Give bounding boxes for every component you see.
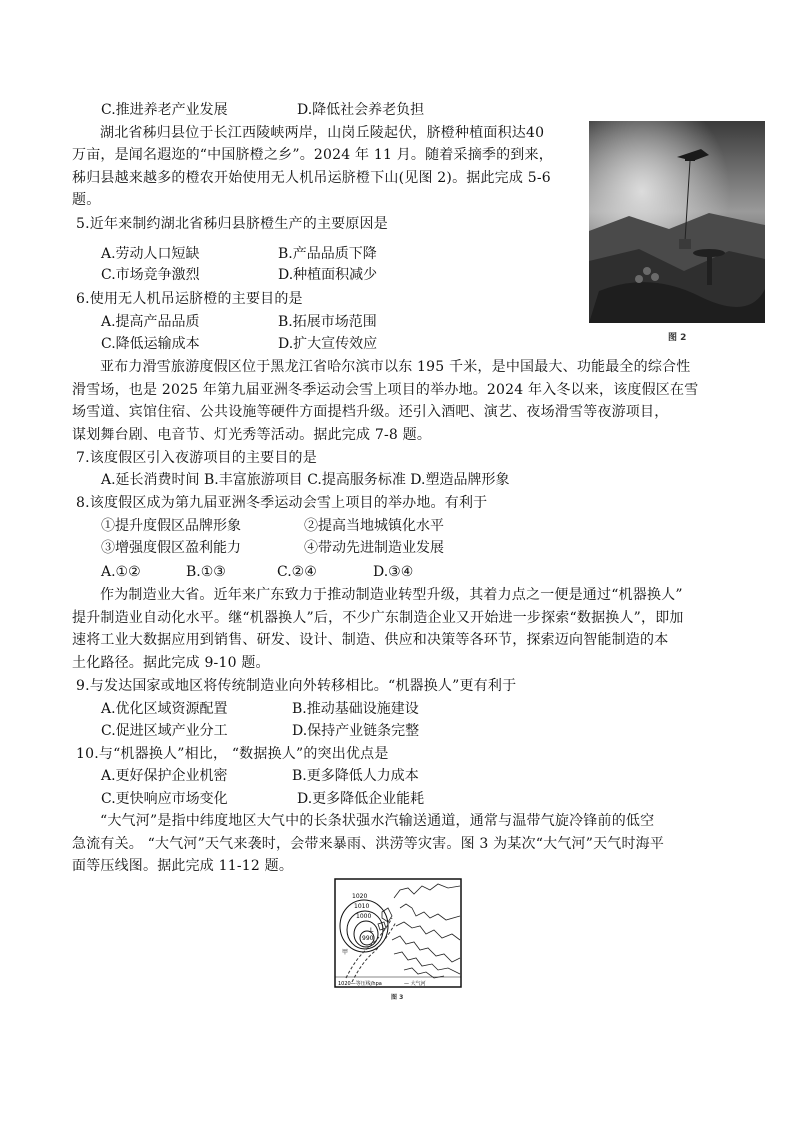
q4-option-d: D.降低社会养老负担: [297, 102, 425, 118]
q8-statement-2: ②提高当地城镇化水平: [304, 518, 444, 534]
drone-photo-illustration: [589, 121, 765, 323]
q9-stem: 9.与发达国家或地区将传统制造业向外转移相比。“机器换人”更有利于: [76, 678, 517, 694]
passage-7-8-line: 亚布力滑雪旅游度假区位于黑龙江省哈尔滨市以东 195 千米，是中国最大、功能最全的综合性: [100, 359, 691, 375]
figure-2-photo-drone-carrying-oranges: [589, 121, 765, 323]
q8-option-b: B.①③: [186, 564, 226, 580]
passage-5-6-line: 题。: [72, 192, 101, 208]
passage-9-10-line: 作为制造业大省。近年来广东致力于推动制造业转型升级，其着力点之一便是通过“机器换人”: [100, 587, 683, 603]
q9-option-c: C.促进区域产业分工: [101, 723, 228, 739]
passage-9-10-line: 速将工业大数据应用到销售、研发、设计、制造、供应和决策等各环节，探索迈向智能制造的本: [72, 632, 669, 648]
passage-7-8-line: 场雪道、宾馆住宿、公共设施等硬件方面提档升级。还引入酒吧、演艺、夜场滑雪等夜游项目，: [72, 404, 669, 420]
q6-option-a: A.提高产品品质: [101, 314, 200, 330]
q8-option-a: A.①②: [101, 564, 141, 580]
figure-3-caption: 图 3: [391, 994, 404, 1001]
q8-stem: 8.该度假区成为第九届亚洲冬季运动会雪上项目的举办地。有利于: [76, 495, 488, 511]
isobar-label: 1000: [356, 913, 372, 920]
q10-option-c: C.更快响应市场变化: [101, 791, 228, 807]
passage-11-12-line: 面等压线图。据此完成 11-12 题。: [72, 858, 294, 874]
passage-7-8-line: 滑雪场，也是 2025 年第九届亚洲冬季运动会雪上项目的举办地。2024 年入冬以来，该度假区在雪: [72, 382, 699, 398]
figure-3-isobar-map: [334, 878, 462, 988]
q7-stem: 7.该度假区引入夜游项目的主要目的是: [76, 450, 317, 466]
q10-option-d: D.更多降低企业能耗: [297, 791, 425, 807]
q8-statement-4: ④带动先进制造业发展: [304, 540, 444, 556]
q5-option-c: C.市场竞争激烈: [101, 267, 200, 283]
q4-option-c: C.推进养老产业发展: [101, 102, 228, 118]
q9-option-b: B.推动基础设施建设: [292, 701, 419, 717]
q8-option-c: C.②④: [277, 564, 317, 580]
q6-option-d: D.扩大宣传效应: [278, 336, 378, 352]
passage-5-6-line: 秭归县越来越多的橙农开始使用无人机吊运脐橙下山(见图 2)。据此完成 5-6: [72, 170, 551, 186]
q9-option-d: D.保持产业链条完整: [292, 723, 420, 739]
figure-2-caption: 图 2: [668, 333, 687, 343]
passage-9-10-line: 土化路径。据此完成 9-10 题。: [72, 655, 270, 671]
isobar-label: 990: [362, 935, 374, 942]
low-pressure-label: L: [370, 927, 374, 934]
q10-option-b: B.更多降低人力成本: [292, 768, 419, 784]
passage-11-12-line: 急流有关。 “大气河”天气来袭时，会带来暴雨、洪涝等灾害。图 3 为某次“大气河”天气时海平: [72, 836, 665, 852]
passage-11-12-line: “大气河”是指中纬度地区大气中的长条状强水汽输送通道，通常与温带气旋冷锋前的低空: [100, 813, 655, 829]
q9-option-a: A.优化区域资源配置: [101, 701, 228, 717]
point-jia-label: 甲: [342, 949, 349, 956]
q5-option-d: D.种植面积减少: [278, 267, 378, 283]
q8-statement-1: ①提升度假区品牌形象: [101, 518, 241, 534]
passage-5-6-line: 万亩，是闻名遐迩的“中国脐橙之乡”。2024 年 11 月。随着采摘季的到来，: [72, 147, 553, 163]
q5-stem: 5.近年来制约湖北省秭归县脐橙生产的主要原因是: [76, 216, 388, 232]
q6-option-c: C.降低运输成本: [101, 336, 200, 352]
passage-5-6-line: 湖北省秭归县位于长江西陵峡两岸，山岗丘陵起伏，脐橙种植面积达40: [100, 125, 545, 141]
q5-option-a: A.劳动人口短缺: [101, 246, 200, 262]
isobar-label: 1010: [354, 903, 370, 910]
q6-option-b: B.拓展市场范围: [278, 314, 377, 330]
legend-atmospheric-river: — 大气河: [404, 981, 426, 987]
q10-stem: 10.与“机器换人”相比， “数据换人”的突出优点是: [76, 746, 389, 762]
q10-option-a: A.更好保护企业机密: [101, 768, 228, 784]
legend-isobar: 1020—等压线/hpa: [338, 981, 382, 987]
q7-options: A.延长消费时间 B.丰富旅游项目 C.提高服务标准 D.塑造品牌形象: [101, 472, 510, 488]
isobar-label: 1020: [352, 893, 368, 900]
q6-stem: 6.使用无人机吊运脐橙的主要目的是: [76, 291, 303, 307]
passage-7-8-line: 谋划舞台剧、电音节、灯光秀等活动。据此完成 7-8 题。: [72, 427, 432, 443]
q8-option-d: D.③④: [373, 564, 414, 580]
q5-option-b: B.产品品质下降: [278, 246, 377, 262]
q8-statement-3: ③增强度假区盈利能力: [101, 540, 241, 556]
passage-9-10-line: 提升制造业自动化水平。继“机器换人”后，不少广东制造企业又开始进一步探索“数据换人”，即加: [72, 610, 684, 626]
